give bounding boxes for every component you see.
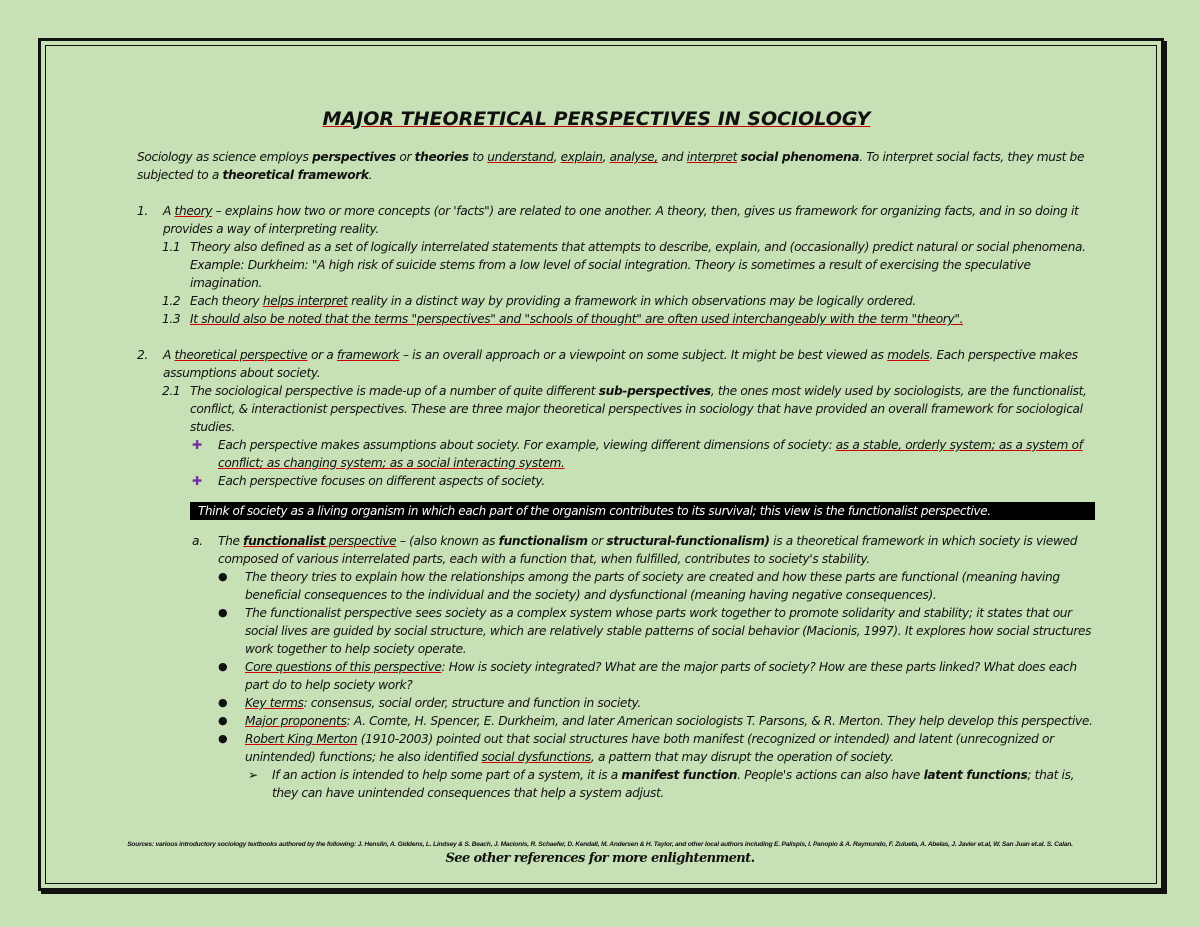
term-core-questions: Core questions of this perspective (245, 660, 442, 674)
item-number: 2.1 (162, 384, 181, 398)
term-merton: Robert King Merton (245, 732, 358, 746)
term-models: models (887, 348, 930, 362)
term-latent-functions: latent functions (923, 768, 1028, 782)
list-item-2 (100, 346, 1095, 382)
list-item-1 (100, 202, 1095, 238)
sub-item-1-2 (100, 292, 1095, 310)
item-text: is a theoretical framework in which society is viewed composed of various interrelated parts, each with a function that, when fulfilled, contributes to society's stability. (218, 534, 1078, 566)
dot-item (100, 568, 1095, 604)
term-framework: framework (336, 348, 400, 362)
term-helps-interpret: helps interpret (262, 294, 348, 308)
term-perspective: perspective (325, 534, 397, 548)
item-text: – explains how two or more concepts (or 'facts") are related to one another. A theory, then, gives us framework for organizing facts, and in so doing it provides a way of interpreting reality. (163, 204, 1079, 236)
sources-footnote: Sources: various introductory sociology textbooks authored by the following: J. Henslin, A. Giddens, L. Lindsey & S. Beach, J. Macionis, R. Schaefer, D. Kendall, M. Andersen & H. Taylor, and other local authors including E. Palispis, I. Panopio & A. Raymundo, F. Zulueta, A. Abelas, J. Javier et.al, W. San Juan et.al. S. Calan. (127, 841, 1073, 848)
dot-bullet-icon: ● (218, 696, 228, 709)
term-theoretical-perspective: theoretical perspective (174, 348, 308, 362)
dot-item (100, 658, 1095, 694)
intro-text: to (468, 150, 488, 164)
item-text: , a pattern that may disrupt the operation of society. (590, 750, 894, 764)
sub-item-1-3 (100, 310, 1095, 328)
highlight-bar: Think of society as a living organism in which each part of the organism contributes to its survival; this view is the functionalist perspective. (190, 502, 1095, 520)
term-interpret: interpret (686, 150, 738, 164)
term-major-proponents: Major proponents (245, 714, 347, 728)
intro-paragraph (137, 148, 1095, 184)
item-number: 2. (137, 348, 148, 362)
item-letter: a. (192, 534, 203, 548)
term-dimensions: as a stable, orderly system; as a system of conflict; as changing system; as a social interacting system. (218, 438, 1083, 470)
dot-item (100, 694, 1095, 712)
term-structural-functionalism: structural-functionalism) (606, 534, 770, 548)
term-functionalism: functionalism (498, 534, 588, 548)
item-text: – (also known as (396, 534, 499, 548)
term-manifest-function: manifest function (621, 768, 738, 782)
item-text: (1910-2003) pointed out that social structures have both manifest (recognized or intended) and latent (unrecognized or unintended) functions; he also identified (245, 732, 1054, 764)
dot-bullet-icon: ● (218, 732, 228, 745)
plus-cross-bullet-icon: ✚ (192, 438, 202, 452)
sub-item-2-1 (100, 382, 1095, 436)
intro-text: , (602, 150, 610, 164)
dot-item (100, 712, 1095, 730)
document-body (100, 110, 1095, 802)
term-theoretical-framework: theoretical framework (222, 168, 369, 182)
bullet-item (100, 436, 1095, 472)
item-text: or (587, 534, 607, 548)
sub-list-item-a (100, 532, 1095, 568)
item-number: 1.2 (162, 294, 181, 308)
term-theories: theories (414, 150, 469, 164)
term-understand: understand (487, 150, 554, 164)
item-number: 1.1 (162, 240, 181, 254)
term-perspectives: perspectives (312, 150, 396, 164)
spacer (100, 328, 1095, 346)
item-text: . Each perspective makes assumptions about society. (163, 348, 1078, 380)
item-text: : How is society integrated? What are the major parts of society? How are these parts linked? What does each part do to help society work? (245, 660, 1077, 692)
term-analyse: analyse, (609, 150, 658, 164)
term-sub-perspectives: sub-perspectives (598, 384, 711, 398)
intro-text: or (395, 150, 415, 164)
item-text: , the ones most widely used by sociologists, are the functionalist, conflict, & interactionist perspectives. These are three major theoretical perspectives in sociology that have provided an overall framework for sociological studies. (190, 384, 1087, 434)
bullet-item (100, 472, 1095, 490)
term-social-dysfunctions: social dysfunctions (481, 750, 591, 764)
plus-cross-bullet-icon: ✚ (192, 474, 202, 488)
item-text: A (163, 348, 175, 362)
term-explain: explain (560, 150, 603, 164)
item-text: It should also be noted that the terms "perspectives" and "schools of thought" are often used interchangeably with the term "theory". (190, 312, 964, 326)
arrowhead-bullet-icon: ➢ (248, 768, 258, 782)
dot-item (100, 604, 1095, 658)
intro-text: . (368, 168, 373, 182)
item-number: 1. (137, 204, 148, 218)
item-text: : A. Comte, H. Spencer, E. Durkheim, and later American sociologists T. Parsons, & R. Merton. They help develop this perspective. (346, 714, 1093, 728)
dot-bullet-icon: ● (218, 570, 228, 583)
item-text: The functionalist perspective sees society as a complex system whose parts work together to promote solidarity and stability; it states that our social lives are guided by social structure, which are relatively stable patterns of social behavior (Macionis, 1997). It explores how social structures work together to help society operate. (245, 606, 1092, 656)
intro-text: , (553, 150, 561, 164)
term-social-phenomena: social phenomena (740, 150, 860, 164)
item-text: The (218, 534, 244, 548)
item-text: : consensus, social order, structure and function in society. (303, 696, 641, 710)
item-text: – is an overall approach or a viewpoint on some subject. It might be best viewed as (399, 348, 888, 362)
arrow-item (100, 766, 1095, 802)
intro-text: Sociology as science employs (137, 150, 313, 164)
item-text: A (163, 204, 175, 218)
item-text: Theory also defined as a set of logically interrelated statements that attempts to describe, explain, and (occasionally) predict natural or social phenomena. Example: Durkheim: "A high risk of suicide stems from a low level of social integration. Theory is sometimes a result of exercising the speculative imagination. (190, 240, 1086, 290)
item-text: Each perspective focuses on different aspects of society. (218, 474, 545, 488)
item-text: Each perspective makes assumptions about society. For example, viewing different dimensions of society: (218, 438, 836, 452)
intro-text: and (657, 150, 687, 164)
item-text: or a (307, 348, 337, 362)
intro-text: . To interpret social facts, they must be subjected to a (137, 150, 1085, 182)
term-functionalist: functionalist (243, 534, 326, 548)
item-text: Each theory (190, 294, 263, 308)
item-text: reality in a distinct way by providing a framework in which observations may be logically ordered. (347, 294, 916, 308)
item-text: The sociological perspective is made-up of a number of quite different (190, 384, 599, 398)
term-key-terms: Key terms (245, 696, 304, 710)
item-text: ; that is, they can have unintended consequences that help a system adjust. (272, 768, 1075, 800)
dot-bullet-icon: ● (218, 714, 228, 727)
item-text: If an action is intended to help some part of a system, it is a (272, 768, 622, 782)
item-text: The theory tries to explain how the relationships among the parts of society are created and how these parts are functional (meaning having beneficial consequences to the individual and the society) and dysfunctional (meaning having negative consequences). (245, 570, 1060, 602)
item-number: 1.3 (162, 312, 181, 326)
sub-item-1-1 (100, 238, 1095, 292)
dot-bullet-icon: ● (218, 606, 228, 619)
term-theory: theory (174, 204, 213, 218)
dot-item (100, 730, 1095, 766)
item-text: . People's actions can also have (737, 768, 924, 782)
page-title: MAJOR THEORETICAL PERSPECTIVES IN SOCIOLOGY (322, 108, 871, 130)
see-other-references: See other references for more enlightenment. (445, 851, 755, 866)
dot-bullet-icon: ● (218, 660, 228, 673)
